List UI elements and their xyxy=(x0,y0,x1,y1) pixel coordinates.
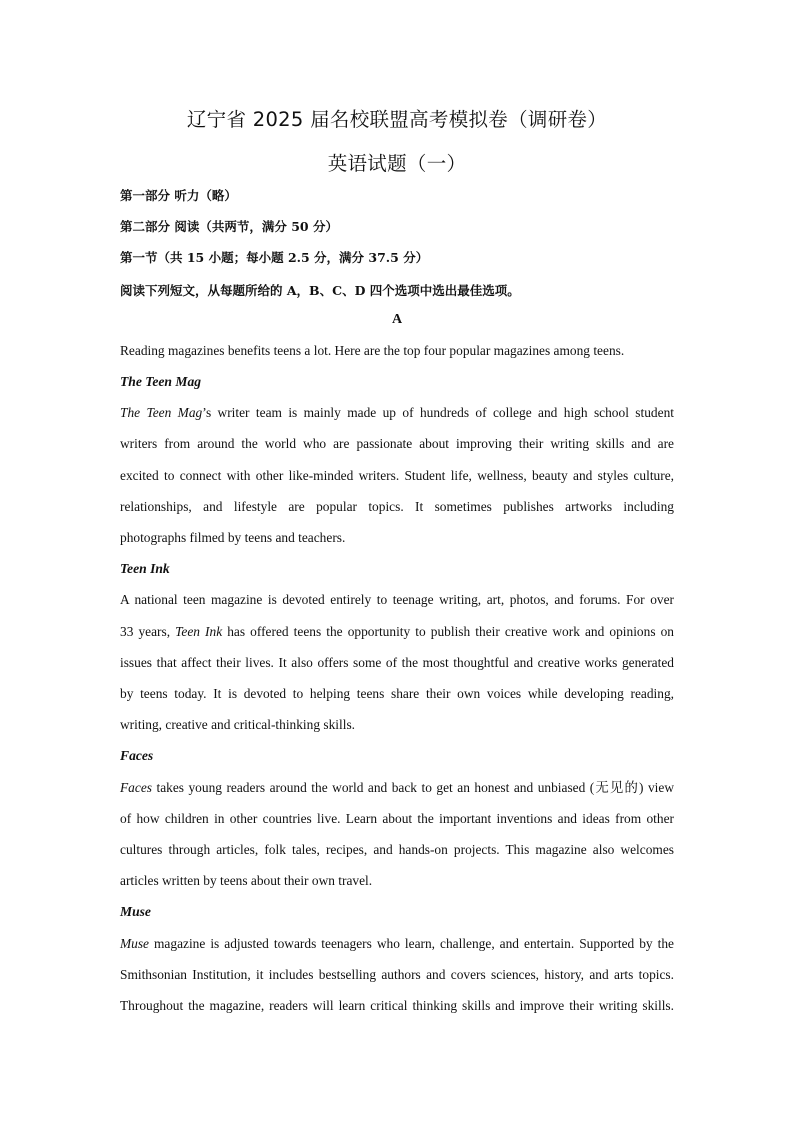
part1-heading: 第一部分 听力（略） xyxy=(120,188,237,203)
paragraph-line: Smithsonian Institution, it includes bestselling authors and covers sciences, history, and arts topics. xyxy=(120,967,674,982)
paragraph-line: The Teen Mag’s writer team is mainly made up of hundreds of college and high school student xyxy=(120,405,674,420)
paragraph-line: excited to connect with other like-minded writers. Student life, wellness, beauty and styles culture, xyxy=(120,468,674,483)
part2-heading: 第二部分 阅读（共两节，满分 50 分） xyxy=(120,219,338,234)
paragraph-line: writing, creative and critical-thinking skills. xyxy=(120,717,356,732)
paragraph-line: photographs filmed by teens and teachers. xyxy=(120,530,346,545)
paragraph-line: Muse magazine is adjusted towards teenagers who learn, challenge, and entertain. Supported by the xyxy=(120,936,674,951)
paragraph-line: cultures through articles, folk tales, recipes, and hands-on projects. This magazine also welcomes xyxy=(120,842,674,857)
paragraph-line: articles written by teens about their own travel. xyxy=(120,873,373,888)
paragraph-line: issues that affect their lives. It also offers some of the most thoughtful and creative works generated xyxy=(120,655,674,670)
magazine-heading-teen-ink: Teen Ink xyxy=(120,561,170,576)
magazine-heading-faces: Faces xyxy=(120,748,154,763)
magazine-heading-teen-mag: The Teen Mag xyxy=(120,374,202,389)
magazine-name-inline: Faces xyxy=(120,780,152,795)
paragraph-line: 33 years, Teen Ink has offered teens the opportunity to publish their creative work and opinions on xyxy=(120,624,675,639)
magazine-name-inline: Teen Ink xyxy=(175,624,223,639)
magazine-name-inline: Muse xyxy=(120,936,150,951)
paragraph-line: relationships, and lifestyle are popular topics. It sometimes publishes artworks including xyxy=(120,499,674,514)
exam-subtitle: 英语试题（一） xyxy=(327,152,467,175)
paragraph-line: Throughout the magazine, readers will learn critical thinking skills and improve their writing skills. xyxy=(120,998,674,1013)
paragraph-line: of how children in other countries live. Learn about the important inventions and ideas from other xyxy=(120,811,674,826)
intro-paragraph: Reading magazines benefits teens a lot. Here are the top four popular magazines among teens. xyxy=(120,343,625,358)
paragraph-line: writers from around the world who are passionate about improving their writing skills and are xyxy=(120,436,674,451)
section1-heading: 第一节（共 15 小题；每小题 2.5 分，满分 37.5 分） xyxy=(120,250,429,265)
magazine-heading-muse: Muse xyxy=(120,904,151,919)
paragraph-line: A national teen magazine is devoted entirely to teenage writing, art, photos, and forums. For over xyxy=(120,592,674,607)
paragraph-line: Faces takes young readers around the world and back to get an honest and unbiased (无见的) view xyxy=(120,780,674,795)
instruction-text: 阅读下列短文，从每题所给的 A，B、C、D 四个选项中选出最佳选项。 xyxy=(120,283,520,298)
exam-title: 辽宁省 2025 届名校联盟高考模拟卷（调研卷） xyxy=(186,108,608,131)
magazine-name-inline: The Teen Mag xyxy=(120,405,203,420)
paragraph-line: by teens today. It is devoted to helping teens share their own voices while developing reading, xyxy=(120,686,674,701)
passage-label: A xyxy=(391,312,403,327)
